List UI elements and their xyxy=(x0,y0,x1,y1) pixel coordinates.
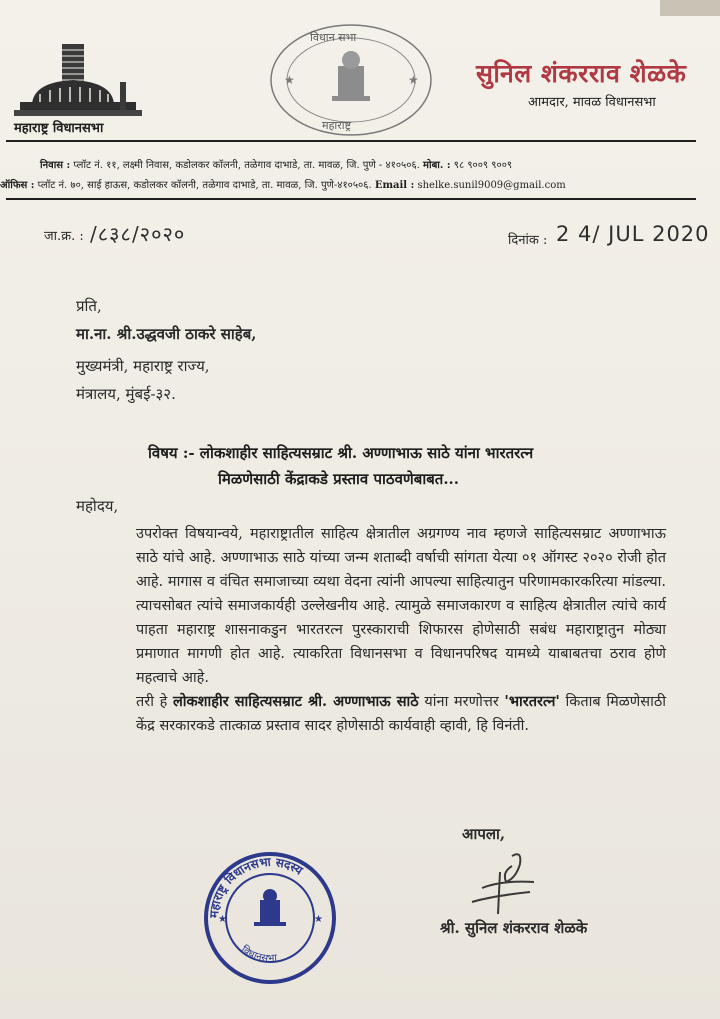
residence-address-line xyxy=(40,157,512,171)
mla-name: सुनिल शंकरराव शेळके xyxy=(476,59,687,88)
assembly-name: महाराष्ट्र विधानसभा xyxy=(14,121,104,136)
para2-bold-award: 'भारतरत्न' xyxy=(504,693,560,710)
subject-line-2: मिळणेसाठी केंद्राकडे प्रस्ताव पाठवणेबाबत... xyxy=(218,470,459,488)
header-rule-top xyxy=(6,140,696,142)
office-label: ऑफिस : xyxy=(0,180,35,191)
recipient-to: प्रति, xyxy=(76,297,102,315)
email-address: shelke.sunil9009@gmail.com xyxy=(417,180,566,191)
mobile-label: मोबा. : xyxy=(423,160,451,171)
subject-block xyxy=(148,440,668,492)
recipient-designation: मुख्यमंत्री, महाराष्ट्र राज्य, xyxy=(76,357,210,375)
para2-bold-name: लोकशाहीर साहित्यसम्राट श्री. अण्णाभाऊ साठे xyxy=(172,693,419,710)
para2-mid: यांना मरणोत्तर xyxy=(424,694,499,710)
seal-bottom-text: महाराष्ट्र xyxy=(322,119,352,132)
stamp-bottom-text: विधानसभा xyxy=(238,944,278,965)
office-address: प्लॉट नं. ७०, साई हाऊस, कडोलकर कॉलनी, तळेगाव दाभाडे, ता. मावळ, जि. पुणे-४१०५०६. xyxy=(37,180,372,191)
svg-text:विधानसभा xyxy=(239,943,278,964)
svg-text:महाराष्ट्र विधानसभा सदस्य xyxy=(207,855,306,920)
reference-number: /८३८/२०२० xyxy=(90,222,186,246)
date-label: दिनांक : xyxy=(508,233,548,248)
date-stamp-value: 2 4/ JUL 2020 xyxy=(556,222,710,246)
svg-text:★: ★ xyxy=(284,73,295,87)
email-label: Email : xyxy=(374,180,415,191)
subject-line-1: विषय :- लोकशाहीर साहित्यसम्राट श्री. अण्णाभाऊ साठे यांना भारतरत्न xyxy=(148,444,534,462)
recipient-address: मंत्रालय, मुंबई-३२. xyxy=(76,385,176,403)
body-paragraph-1: उपरोक्त विषयान्वये, महाराष्ट्रातील साहित्य क्षेत्रातील अग्रगण्य नाव म्हणजे साहित्यसम्राट अण्णाभाऊ साठे यांचे आहे. अण्णाभाऊ साठे यांच्या जन्म शताब्दी वर्षाची सांगता येत्या ०१ ऑगस्ट २०२० रोजी होत आहे. मागास व वंचित समाजाच्या व्यथा वेदना त्यांनी आपल्या साहित्यातुन परिणामकारकरित्या मांडल्या. त्याचसोबत त्यांचे समाजकार्यही उल्लेखनीय आहे. त्यामुळे समाजकारण व साहित्य क्षेत्रातील त्यांचे कार्य पाहता महाराष्ट्र शासनाकडुन भारतरत्न पुरस्काराची शिफारस होणेसाठी सबंध महाराष्ट्रातुन मोठ्या प्रमाणात मागणी होत आहे. त्याकरिता विधानसभा व विधानपरिषद यामध्ये याबाबतचा ठराव होणे महत्वाचे आहे. xyxy=(136,526,666,686)
closing: आपला, xyxy=(462,825,506,843)
letter-body xyxy=(76,522,666,738)
recipient-name: मा.ना. श्री.उद्धवजी ठाकरे साहेब, xyxy=(76,325,257,343)
header-rule-bottom xyxy=(6,198,696,200)
stamp-top-text: महाराष्ट्र विधानसभा सदस्य xyxy=(206,854,306,919)
svg-text:★: ★ xyxy=(408,73,419,87)
para2-prefix: तरी हे xyxy=(136,694,168,710)
page-corner xyxy=(660,0,720,16)
salutation: महोदय, xyxy=(76,497,119,515)
body-paragraph-2 xyxy=(76,690,666,738)
office-address-line xyxy=(0,177,566,191)
reference-label: जा.क्र. : xyxy=(44,229,84,244)
para2-suffix: किताब मिळणेसाठी केंद्र सरकारकडे तात्काळ प्रस्ताव सादर होणेसाठी कार्यवाही व्हावी, हि विनंती. xyxy=(136,694,667,734)
assembly-building-logo xyxy=(14,42,144,124)
svg-text:★: ★ xyxy=(314,914,323,925)
handwritten-signature xyxy=(442,842,562,922)
residence-label: निवास : xyxy=(40,160,71,171)
svg-text:★: ★ xyxy=(218,914,227,925)
signatory-name: श्री. सुनिल शंकरराव शेळके xyxy=(440,919,588,937)
mla-title: आमदार, मावळ विधानसभा xyxy=(528,95,656,110)
residence-address: प्लॉट नं. ११, लक्ष्मी निवास, कडोलकर कॉलनी, तळेगाव दाभाडे, ता. मावळ, जि. पुणे - ४१०५०६. xyxy=(73,160,420,171)
official-round-stamp xyxy=(200,848,340,988)
mobile-number: ९८ ९००९ ९००९ xyxy=(453,160,513,171)
seal-top-text: विधान सभा xyxy=(310,31,357,44)
